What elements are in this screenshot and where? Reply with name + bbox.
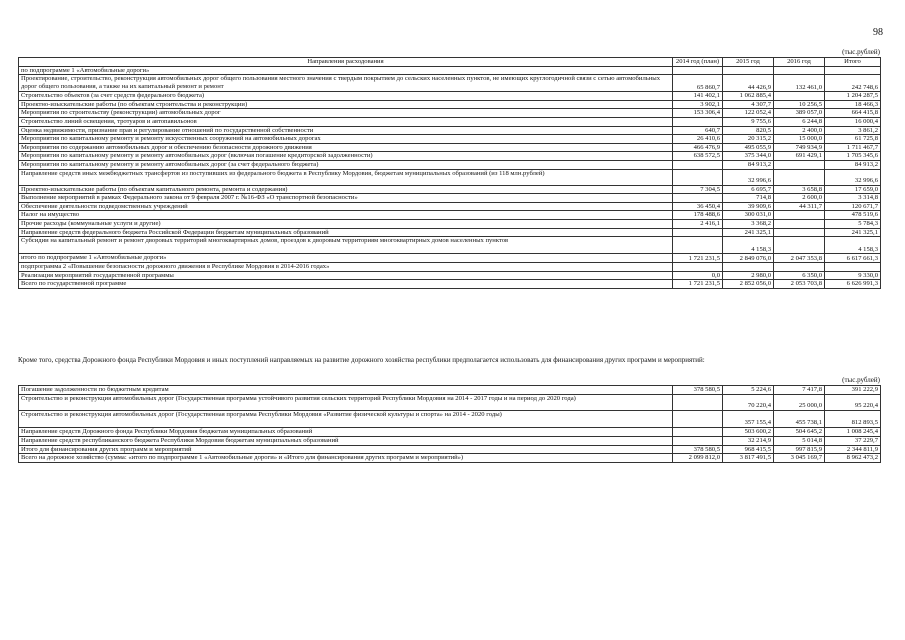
- value-2015: 300 031,0: [723, 211, 774, 220]
- header-2014: 2014 год (план): [673, 58, 723, 67]
- value-total: 478 519,6: [825, 211, 881, 220]
- row-label: Всего на дорожное хозяйство (сумма: «итого по подпрограмме 1 «Автомобильные дороги» и «Итого для финансирования других программ и мероприятий»): [19, 454, 673, 463]
- value-2015: 39 909,6: [723, 202, 774, 211]
- value-2014: 7 304,5: [673, 185, 723, 194]
- table-row: [19, 126, 881, 135]
- row-label: Выполнение мероприятий в рамках Федерального закона от 9 февраля 2007 г. №16-ФЗ «О транспортной безопасности»: [19, 194, 673, 203]
- value-2014: 65 860,7: [673, 75, 723, 92]
- value-2015: 70 220,4: [723, 395, 774, 411]
- value-total: 2 344 811,9: [825, 445, 881, 454]
- table-row: [19, 160, 881, 169]
- header-2015: 2015 год: [723, 58, 774, 67]
- value-2014: 378 580,5: [673, 386, 723, 395]
- table-row: [19, 263, 881, 272]
- value-2015: 1 062 885,4: [723, 92, 774, 101]
- header-2016: 2016 год: [774, 58, 825, 67]
- table-other-programs: [18, 385, 881, 463]
- value-2016: 7 417,8: [774, 386, 825, 395]
- value-2016: 2 400,0: [774, 126, 825, 135]
- row-label: Мероприятия по строительству (реконструкции) автомобильных дорог: [19, 109, 673, 118]
- value-total: 5 784,3: [825, 219, 881, 228]
- value-total: 61 725,8: [825, 135, 881, 144]
- value-2015: 32 996,6: [723, 169, 774, 185]
- value-total: 664 415,8: [825, 109, 881, 118]
- row-label: Мероприятия по капитальному ремонту и ремонту искусственных сооружений на автомобильных дорогах: [19, 135, 673, 144]
- value-2015: 5 224,6: [723, 386, 774, 395]
- value-2015: 2 980,0: [723, 271, 774, 280]
- value-2016: 2 600,0: [774, 194, 825, 203]
- row-label: Мероприятия по капитальному ремонту и ремонту автомобильных дорог (за счет федерального бюджета): [19, 160, 673, 169]
- value-2015: 4 158,3: [723, 237, 774, 254]
- value-total: [825, 66, 881, 75]
- row-label: итого по подпрограмме 1 «Автомобильные дороги»: [19, 254, 673, 263]
- value-2016: 3 658,8: [774, 185, 825, 194]
- value-2014: 141 402,1: [673, 92, 723, 101]
- value-2016: 15 000,0: [774, 135, 825, 144]
- row-label: Строительство и реконструкция автомобильных дорог (Государственная программа устойчивого развития сельских территорий Республики Мордовия на 2014 - 2017 годы и на период до 2020 года): [19, 395, 673, 411]
- value-2015: 44 426,9: [723, 75, 774, 92]
- value-2015: 20 315,2: [723, 135, 774, 144]
- value-2014: [673, 228, 723, 237]
- value-2014: [673, 117, 723, 126]
- value-2014: [673, 263, 723, 272]
- row-label: Направление средств иных межбюджетных трансфертов из поступивших из федерального бюджета в Республику Мордовия, бюджетам муниципальных образований (из 118 млн.рублей): [19, 169, 673, 185]
- value-2014: 2 099 812,0: [673, 454, 723, 463]
- value-2016: 389 057,0: [774, 109, 825, 118]
- value-2016: 455 738,1: [774, 411, 825, 428]
- value-2014: 466 476,9: [673, 143, 723, 152]
- value-2016: [774, 160, 825, 169]
- value-2014: [673, 237, 723, 254]
- value-2015: [723, 66, 774, 75]
- value-2016: [774, 237, 825, 254]
- value-2015: 503 600,2: [723, 428, 774, 437]
- row-label: Прочие расходы (коммунальные услуги и другие): [19, 219, 673, 228]
- value-2016: 5 014,8: [774, 437, 825, 446]
- table-row: [19, 117, 881, 126]
- table-row: [19, 100, 881, 109]
- table-row: [19, 280, 881, 289]
- table-row: [19, 109, 881, 118]
- row-label: Оценка недвижимости, признание прав и регулирование отношений по государственной собственности: [19, 126, 673, 135]
- value-total: 84 913,2: [825, 160, 881, 169]
- row-label: Проектирование, строительство, реконструкция автомобильных дорог общего пользования местного значения с твердым покрытием до сельских населенных пунктов, не имеющих круглогодичной связи с сетью автомобильных дорог общего пользования, а также на их капитальный ремонт и ремонт: [19, 75, 673, 92]
- value-total: 17 659,0: [825, 185, 881, 194]
- value-2016: [774, 169, 825, 185]
- value-total: 37 229,7: [825, 437, 881, 446]
- value-2016: 2 053 703,8: [774, 280, 825, 289]
- table-row: [19, 228, 881, 237]
- table-row: [19, 143, 881, 152]
- table-row: [19, 437, 881, 446]
- value-2014: [673, 395, 723, 411]
- table-row: [19, 66, 881, 75]
- value-2015: 820,5: [723, 126, 774, 135]
- row-label: Направление средств Дорожного фонда Республики Мордовия бюджетам муниципальных образований: [19, 428, 673, 437]
- row-label: Проектно-изыскательские работы (по объектам строительства и реконструкции): [19, 100, 673, 109]
- row-label: Обеспечение деятельности подведомственных учреждений: [19, 202, 673, 211]
- value-2014: 638 572,5: [673, 152, 723, 161]
- value-2016: [774, 66, 825, 75]
- value-total: 1 711 467,7: [825, 143, 881, 152]
- value-2014: [673, 194, 723, 203]
- value-2015: 714,8: [723, 194, 774, 203]
- table-row: [19, 185, 881, 194]
- value-2014: 1 721 231,5: [673, 280, 723, 289]
- table-row: [19, 386, 881, 395]
- table-row: [19, 194, 881, 203]
- value-2015: 4 307,7: [723, 100, 774, 109]
- header-direction: Направления расходования: [19, 58, 673, 67]
- row-label: Направление средств республиканского бюджета Республики Мордовия бюджетам муниципальных образований: [19, 437, 673, 446]
- value-2015: [723, 263, 774, 272]
- table-row: [19, 411, 881, 428]
- value-total: 16 000,4: [825, 117, 881, 126]
- value-total: 32 996,6: [825, 169, 881, 185]
- value-2016: [774, 263, 825, 272]
- row-label: по подпрограмме 1 «Автомобильные дороги»: [19, 66, 673, 75]
- table-row: [19, 92, 881, 101]
- value-2015: 968 415,5: [723, 445, 774, 454]
- value-total: 241 325,1: [825, 228, 881, 237]
- value-total: 1 008 245,4: [825, 428, 881, 437]
- value-2016: 6 244,8: [774, 117, 825, 126]
- row-label: Направление средств федерального бюджета Российской Федерации бюджетам муниципальных образований: [19, 228, 673, 237]
- value-2014: [673, 169, 723, 185]
- table-row: [19, 152, 881, 161]
- value-2015: 3 368,2: [723, 219, 774, 228]
- value-2014: 153 306,4: [673, 109, 723, 118]
- value-2016: 10 256,5: [774, 100, 825, 109]
- value-2015: 84 913,2: [723, 160, 774, 169]
- value-2014: 1 721 231,5: [673, 254, 723, 263]
- value-2014: 0,0: [673, 271, 723, 280]
- value-2016: 749 934,9: [774, 143, 825, 152]
- value-total: 1 204 287,5: [825, 92, 881, 101]
- row-label: Строительство объектов (за счет средств федерального бюджета): [19, 92, 673, 101]
- row-label: подпрограмма 2 «Повышение безопасности дорожного движения в Республике Мордовия в 2014-2016 годах»: [19, 263, 673, 272]
- value-2014: 640,7: [673, 126, 723, 135]
- table-row: [19, 211, 881, 220]
- value-2016: 6 350,0: [774, 271, 825, 280]
- value-total: 6 617 661,3: [825, 254, 881, 263]
- value-2014: [673, 66, 723, 75]
- table-row: [19, 254, 881, 263]
- value-2015: 3 817 491,5: [723, 454, 774, 463]
- value-2016: 997 815,9: [774, 445, 825, 454]
- value-2015: 6 695,7: [723, 185, 774, 194]
- value-total: 3 861,2: [825, 126, 881, 135]
- table-row: [19, 135, 881, 144]
- note-paragraph: Кроме того, средства Дорожного фонда Республики Мордовия и иных поступлений направляемых на развитие дорожного хозяйства республики предполагается использовать для финансирования других программ и мероприятий:: [18, 356, 705, 364]
- table-row: [19, 454, 881, 463]
- value-2014: [673, 437, 723, 446]
- value-2014: 26 410,6: [673, 135, 723, 144]
- value-2014: [673, 428, 723, 437]
- value-total: 6 626 991,3: [825, 280, 881, 289]
- value-2016: 504 645,2: [774, 428, 825, 437]
- value-2016: 25 000,0: [774, 395, 825, 411]
- value-2016: 3 045 169,7: [774, 454, 825, 463]
- value-total: 242 748,6: [825, 75, 881, 92]
- value-2014: 36 450,4: [673, 202, 723, 211]
- value-2015: 122 052,4: [723, 109, 774, 118]
- row-label: Строительство линий освещения, тротуаров и автопавильонов: [19, 117, 673, 126]
- value-total: 4 158,3: [825, 237, 881, 254]
- value-2014: 3 902,1: [673, 100, 723, 109]
- value-2014: 178 488,6: [673, 211, 723, 220]
- value-2015: 2 852 056,0: [723, 280, 774, 289]
- row-label: Итого для финансирования других программ и мероприятий: [19, 445, 673, 454]
- value-total: 8 962 473,2: [825, 454, 881, 463]
- value-2014: [673, 160, 723, 169]
- table-row: [19, 428, 881, 437]
- value-2015: 241 325,1: [723, 228, 774, 237]
- value-total: 9 330,0: [825, 271, 881, 280]
- value-total: 120 671,7: [825, 202, 881, 211]
- value-2015: 357 155,4: [723, 411, 774, 428]
- value-total: 1 705 345,6: [825, 152, 881, 161]
- row-label: Налог на имущество: [19, 211, 673, 220]
- value-2015: 32 214,9: [723, 437, 774, 446]
- units-label-bottom: (тыс.рублей): [842, 376, 880, 384]
- row-label: Мероприятия по содержанию автомобильных дорог и обеспечению безопасности дорожного движения: [19, 143, 673, 152]
- table-row: [19, 219, 881, 228]
- table-row: [19, 237, 881, 254]
- table-header-row: [19, 58, 881, 67]
- value-total: 391 222,9: [825, 386, 881, 395]
- value-2015: 495 055,9: [723, 143, 774, 152]
- table-subprogram-expenses: [18, 57, 881, 289]
- value-total: 3 314,8: [825, 194, 881, 203]
- value-2016: [774, 92, 825, 101]
- value-2016: 132 461,0: [774, 75, 825, 92]
- value-2014: 378 580,5: [673, 445, 723, 454]
- row-label: Мероприятия по капитальному ремонту и ремонту автомобильных дорог (включая погашение кредиторской задолженности): [19, 152, 673, 161]
- page-number: 98: [873, 27, 883, 38]
- value-2016: [774, 219, 825, 228]
- row-label: Погашение задолженности по бюджетным кредитам: [19, 386, 673, 395]
- row-label: Проектно-изыскательские работы (по объектам капитального ремонта, ремонта и содержания): [19, 185, 673, 194]
- value-2016: 691 429,1: [774, 152, 825, 161]
- table-row: [19, 75, 881, 92]
- table-row: [19, 395, 881, 411]
- table-row: [19, 169, 881, 185]
- value-total: 18 466,3: [825, 100, 881, 109]
- value-total: 812 893,5: [825, 411, 881, 428]
- value-2016: [774, 211, 825, 220]
- table-row: [19, 202, 881, 211]
- value-2014: 2 416,1: [673, 219, 723, 228]
- row-label: Строительство и реконструкция автомобильных дорог (Государственная программа Республики Мордовия «Развитие физической культуры и спорта» на 2014 - 2020 годы): [19, 411, 673, 428]
- value-2016: [774, 228, 825, 237]
- value-2015: 375 344,0: [723, 152, 774, 161]
- value-2016: 2 047 353,8: [774, 254, 825, 263]
- row-label: Субсидии на капитальный ремонт и ремонт дворовых территорий многоквартирных домов, проездов к дворовым территориям многоквартирных домов населенных пунктов: [19, 237, 673, 254]
- units-label-top: (тыс.рублей): [842, 48, 880, 56]
- row-label: Всего по государственной программе: [19, 280, 673, 289]
- value-total: [825, 263, 881, 272]
- value-2016: 44 311,7: [774, 202, 825, 211]
- table-row: [19, 445, 881, 454]
- value-2015: 9 755,6: [723, 117, 774, 126]
- value-2015: 2 849 076,0: [723, 254, 774, 263]
- table-row: [19, 271, 881, 280]
- value-total: 95 220,4: [825, 395, 881, 411]
- value-2014: [673, 411, 723, 428]
- row-label: Реализация мероприятий государственной программы: [19, 271, 673, 280]
- header-total: Итого: [825, 58, 881, 67]
